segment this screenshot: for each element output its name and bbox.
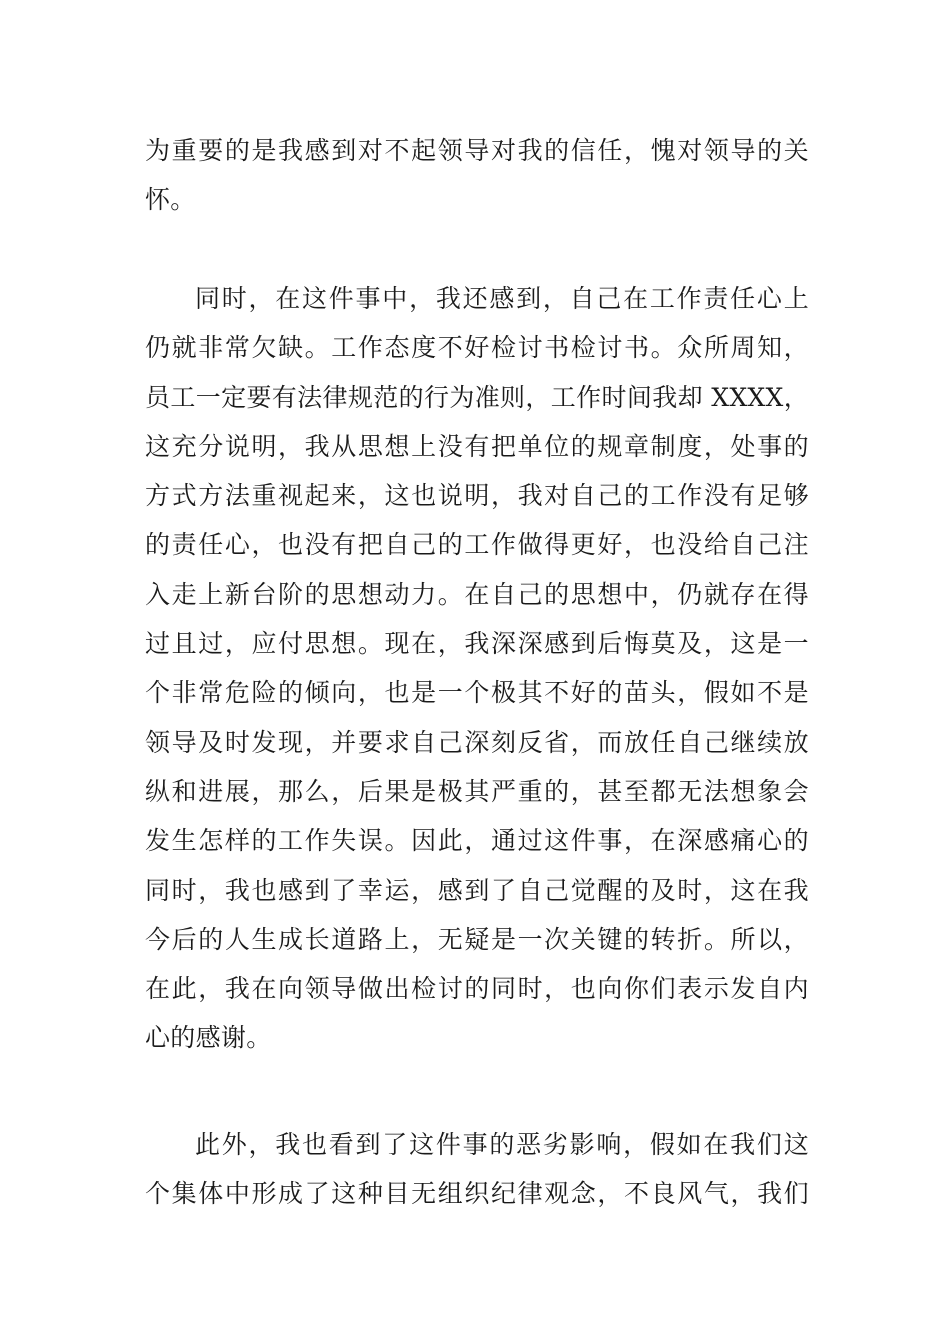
paragraph-line: 个非常危险的倾向，也是一个极其不好的苗头，假如不是 [145,678,809,708]
paragraph-line: 在此，我在向领导做出检讨的同时，也向你们表示发自内 [145,974,809,1004]
paragraph-line: 领导及时发现，并要求自己深刻反省，而放任自己继续放 [145,727,809,757]
paragraph-line: 这充分说明，我从思想上没有把单位的规章制度，处事的 [145,431,809,461]
paragraph-line: 此外，我也看到了这件事的恶劣影响，假如在我们这 [195,1130,809,1159]
paragraph-line: 员工一定要有法律规范的行为准则，工作时间我却 XXXX， [145,382,809,412]
paragraph-line: 仍就非常欠缺。工作态度不好检讨书检讨书。众所周知， [145,333,809,363]
paragraph-line: 入走上新台阶的思想动力。在自己的思想中，仍就存在得 [145,579,809,609]
paragraph-line: 心的感谢。 [145,1023,272,1053]
paragraph-1 [145,126,809,225]
paragraph-line: 方式方法重视起来，这也说明，我对自己的工作没有足够 [145,481,809,511]
paragraph-line: 发生怎样的工作失误。因此，通过这件事，在深感痛心的 [145,826,809,856]
paragraph-line: 过且过，应付思想。现在，我深深感到后悔莫及，这是一 [145,629,809,659]
paragraph-line: 同时，在这件事中，我还感到，自己在工作责任心上 [195,284,809,313]
paragraph-line: 怀。 [145,185,196,215]
paragraph-line: 为重要的是我感到对不起领导对我的信任，愧对领导的关 [145,136,809,165]
paragraph-line: 今后的人生成长道路上，无疑是一次关键的转折。所以， [145,924,809,954]
paragraph-2 [145,274,809,1063]
paragraph-3 [145,1120,809,1219]
paragraph-line: 个集体中形成了这种目无组织纪律观念，不良风气，我们 [145,1179,809,1209]
paragraph-line: 同时，我也感到了幸运，感到了自己觉醒的及时，这在我 [145,875,809,905]
paragraph-line: 纵和进展，那么，后果是极其严重的，甚至都无法想象会 [145,776,809,806]
paragraph-line: 的责任心，也没有把自己的工作做得更好，也没给自己注 [145,530,809,560]
